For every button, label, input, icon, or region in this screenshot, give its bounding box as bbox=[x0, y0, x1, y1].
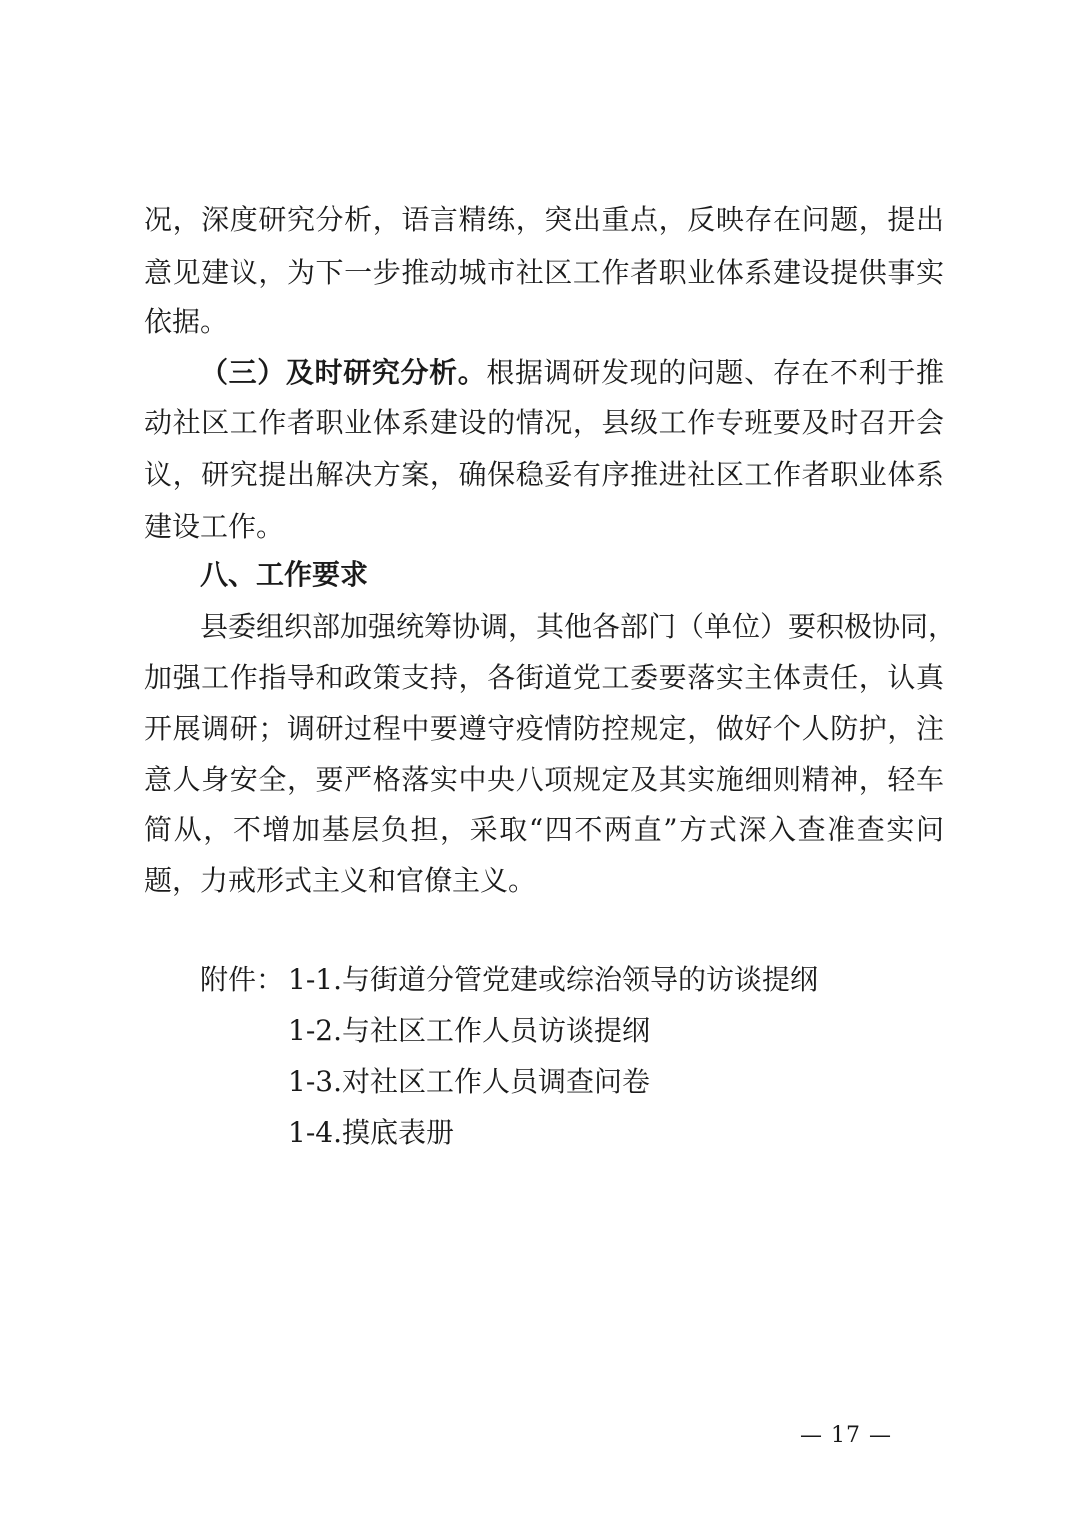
paragraph-1-line-3: 依据。 bbox=[144, 305, 229, 338]
subsection-heading: （三）及时研究分析。 bbox=[200, 356, 487, 389]
attachment-item-3: 1-3.对社区工作人员调查问卷 bbox=[288, 1065, 650, 1098]
section-8-line-5: 简从，不增加基层负担，采取“四不两直”方式深入查准查实问 bbox=[144, 813, 944, 846]
paragraph-2-line-4: 建设工作。 bbox=[144, 510, 285, 543]
paragraph-1-line-1: 况，深度研究分析，语言精练，突出重点，反映存在问题，提出 bbox=[144, 203, 944, 236]
section-8-line-3: 开展调研；调研过程中要遵守疫情防控规定，做好个人防护，注 bbox=[144, 712, 944, 745]
paragraph-1-line-2: 意见建议，为下一步推动城市社区工作者职业体系建设提供事实 bbox=[144, 256, 944, 289]
page-number: — 17 — bbox=[800, 1423, 892, 1448]
attachment-item-2: 1-2.与社区工作人员访谈提纲 bbox=[288, 1014, 650, 1047]
paragraph-2-text: 根据调研发现的问题、存在不利于推 bbox=[486, 356, 944, 389]
section-8-line-1: 县委组织部加强统筹协调，其他各部门（单位）要积极协同， bbox=[200, 610, 957, 643]
attachment-item-4: 1-4.摸底表册 bbox=[288, 1116, 454, 1149]
attachments-label: 附件： bbox=[200, 963, 285, 996]
attachment-item-1: 1-1.与街道分管党建或综治领导的访谈提纲 bbox=[288, 963, 818, 996]
paragraph-2-line-2: 动社区工作者职业体系建设的情况，县级工作专班要及时召开会 bbox=[144, 406, 944, 439]
section-8-line-4: 意人身安全，要严格落实中央八项规定及其实施细则精神，轻车 bbox=[144, 763, 944, 796]
section-8-line-6: 题，力戒形式主义和官僚主义。 bbox=[144, 864, 537, 897]
section-heading: 八、工作要求 bbox=[200, 558, 369, 591]
section-8-line-2: 加强工作指导和政策支持，各街道党工委要落实主体责任，认真 bbox=[144, 661, 944, 694]
paragraph-2-line-1 bbox=[200, 356, 944, 390]
paragraph-2-line-3: 议，研究提出解决方案，确保稳妥有序推进社区工作者职业体系 bbox=[144, 458, 944, 491]
